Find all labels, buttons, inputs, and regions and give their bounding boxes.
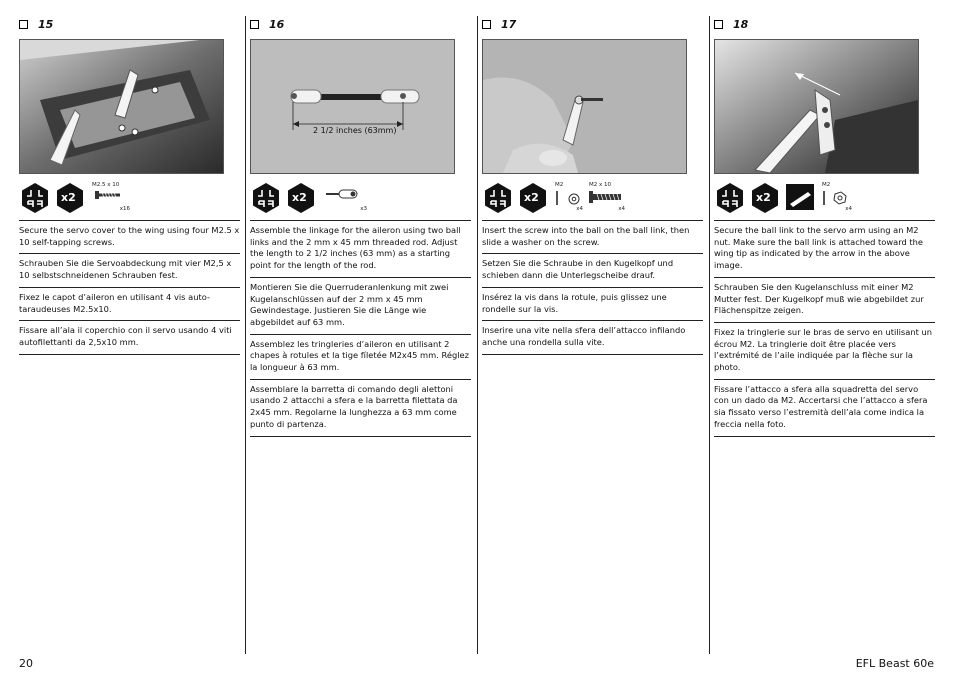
- hex-wrench-icon: [250, 182, 282, 214]
- instruction-en: Insert the screw into the ball on the ball link, then slide a washer on the screw.: [482, 221, 703, 254]
- photo-servo-cover: [19, 39, 224, 174]
- parts-row: [482, 182, 703, 216]
- instruction-de: Setzen Sie die Schraube in den Kugelkopf und schieben dann die Unterlegscheibe drauf.: [482, 254, 703, 287]
- instruction-en: Secure the ball link to the servo arm using an M2 nut. Make sure the ball link is attached toward the wing tip as indicated by the arrow in the above image.: [714, 221, 935, 278]
- wrench-icon: [784, 182, 816, 212]
- instruction-de: Schrauben Sie die Servoabdeckung mit vier M2,5 x 10 selbstschneidenen Schrauben fest.: [19, 254, 240, 287]
- parts-row: [19, 182, 240, 216]
- instruction-it: Fissare all’ala il coperchio con il servo usando 4 viti autofilettanti da 2,5x10 mm.: [19, 321, 240, 354]
- step-header: [482, 16, 703, 32]
- instruction-fr: Fixez la tringlerie sur le bras de servo en utilisant un écrou M2. La tringlerie doit être placée vers l’extrémité de l’aile indiquée par la flèche sur la photo.: [714, 323, 935, 380]
- instruction-en: Assemble the linkage for the aileron using two ball links and the 2 mm x 45 mm threaded rod. Adjust the length to 2 1/2 inches (63 mm) as a starting point for the length of the rod.: [250, 221, 471, 278]
- washer-icon: [555, 190, 583, 206]
- step-15: [19, 16, 240, 355]
- step-18: [714, 16, 935, 437]
- hex-wrench-icon: [482, 182, 514, 214]
- step-header: [19, 16, 240, 32]
- step-header: [714, 16, 935, 32]
- checkbox-icon[interactable]: [482, 20, 491, 29]
- page-number: 20: [19, 657, 33, 670]
- quantity-badge: x2: [517, 182, 549, 214]
- photo-linkage: [250, 39, 455, 174]
- footer-title: EFL Beast 60e: [855, 657, 934, 670]
- instruction-fr: Fixez le capot d’aileron en utilisant 4 vis auto-taraudeuses M2.5x10.: [19, 288, 240, 321]
- washer-part: M2 x4: [555, 182, 583, 212]
- quantity-badge: x2: [285, 182, 317, 214]
- checkbox-icon[interactable]: [714, 20, 723, 29]
- instruction-fr: Assemblez les tringleries d’aileron en utilisant 2 chapes à rotules et la tige fíletée M2x45 mm. Réglez la longueur à 63 mm.: [250, 335, 471, 380]
- instruction-it: Inserire una vite nella sfera dell’attacco infilando anche una rondella sulla vite.: [482, 321, 703, 354]
- nut-icon: [822, 190, 850, 206]
- instruction-it: Assemblare la barretta di comando degli alettoni usando 2 attacchi a sfera e la barretta filettata da 2x45 mm. Regolarne la lunghezza a 63 mm come punto di partenza.: [250, 380, 471, 437]
- screw-part: M2 x 10 x4: [589, 182, 625, 212]
- quantity-badge: x2: [749, 182, 781, 214]
- hex-wrench-icon: [19, 182, 51, 214]
- nut-part: M2 x4: [822, 182, 852, 212]
- step-header: [250, 16, 471, 32]
- step-number: 16: [269, 17, 285, 31]
- photo-screw-washer: [482, 39, 687, 174]
- screw-icon: [95, 190, 121, 200]
- instruction-de: Montieren Sie die Querruderanlenkung mit zwei Kugelanschlüssen auf der 2 mm x 45 mm Gewindestage. Justieren Sie die Länge wie abgebildet auf 63 mm.: [250, 278, 471, 335]
- parts-row: [714, 182, 935, 216]
- instruction-fr: Insérez la vis dans la rotule, puis glissez une rondelle sur la vis.: [482, 288, 703, 321]
- quantity-badge: x2: [54, 182, 86, 214]
- instruction-de: Schrauben Sie den Kugelanschluss mit einer M2 Mutter fest. Der Kugelkopf muß wie abgebildet zur Flächenspitze zeigen.: [714, 278, 935, 323]
- photo-ball-link-servo: [714, 39, 919, 174]
- screw-part: M2.5 x 10 x16: [92, 182, 130, 212]
- step-16: [250, 16, 471, 437]
- instruction-en: Secure the servo cover to the wing using four M2.5 x 10 self-tapping screws.: [19, 221, 240, 254]
- parts-row: [250, 182, 471, 216]
- step-17: [482, 16, 703, 355]
- step-number: 18: [733, 17, 749, 31]
- photo-caption: 2 1/2 inches (63mm): [313, 126, 397, 135]
- screw-icon: [589, 191, 623, 203]
- step-number: 15: [38, 17, 54, 31]
- instruction-it: Fissare l’attacco a sfera alla squadretta del servo con un dado da M2. Accertarsi che l’attacco a sfera sia fissato verso l’estremità dell’ala come indica la freccia nella foto.: [714, 380, 935, 437]
- checkbox-icon[interactable]: [19, 20, 28, 29]
- ball-link-part: x3: [323, 182, 367, 216]
- checkbox-icon[interactable]: [250, 20, 259, 29]
- step-number: 17: [501, 17, 517, 31]
- ball-link-icon: [325, 187, 365, 201]
- hex-wrench-icon: [714, 182, 746, 214]
